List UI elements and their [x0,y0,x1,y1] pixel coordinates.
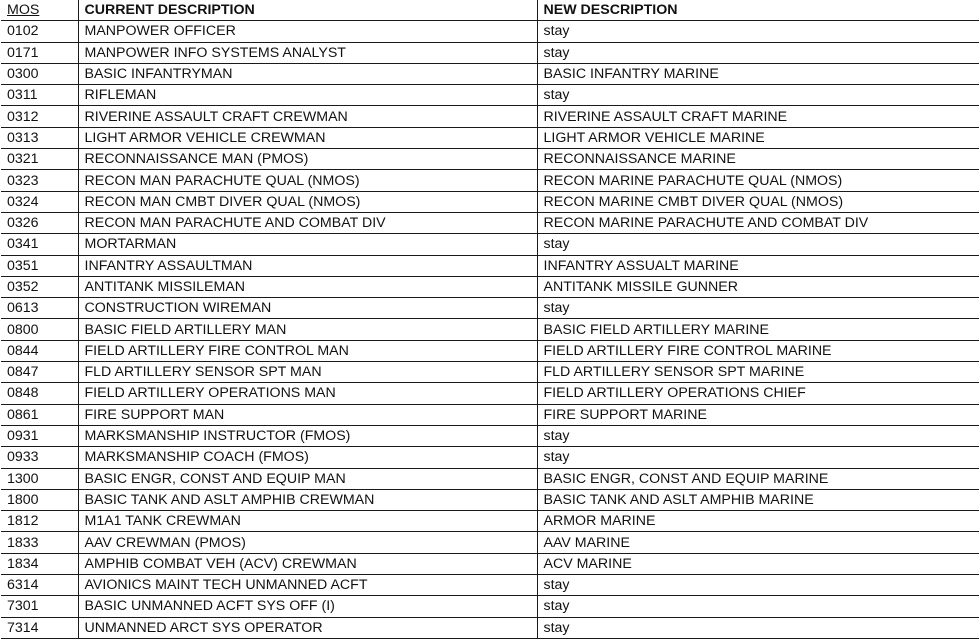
new-description-cell: FIELD ARTILLERY OPERATIONS CHIEF [537,383,979,404]
table-row [1,553,979,574]
new-description-cell: ANTITANK MISSILE GUNNER [537,276,979,297]
current-description-cell: MANPOWER OFFICER [78,21,537,42]
current-description-cell: RIVERINE ASSAULT CRAFT CREWMAN [78,106,537,127]
table-row [1,212,979,233]
table-row [1,21,979,42]
current-description-cell: BASIC TANK AND ASLT AMPHIB CREWMAN [78,489,537,510]
header-mos: MOS [1,0,78,21]
mos-cell: 1800 [1,489,78,510]
mos-cell: 0171 [1,42,78,63]
current-description-cell: CONSTRUCTION WIREMAN [78,298,537,319]
mos-cell: 0326 [1,212,78,233]
new-description-cell: ARMOR MARINE [537,511,979,532]
new-description-cell: AAV MARINE [537,532,979,553]
table-row [1,191,979,212]
table-row [1,106,979,127]
new-description-cell: stay [537,575,979,596]
new-description-cell: stay [537,42,979,63]
mos-cell: 6314 [1,575,78,596]
table-row [1,63,979,84]
mos-cell: 0313 [1,127,78,148]
current-description-cell: FIELD ARTILLERY FIRE CONTROL MAN [78,340,537,361]
current-description-cell: AVIONICS MAINT TECH UNMANNED ACFT [78,575,537,596]
table-row [1,362,979,383]
mos-description-table [1,0,979,639]
new-description-cell: BASIC INFANTRY MARINE [537,63,979,84]
mos-cell: 0800 [1,319,78,340]
table-row [1,383,979,404]
new-description-cell: INFANTRY ASSUALT MARINE [537,255,979,276]
new-description-cell: stay [537,617,979,638]
mos-cell: 0102 [1,21,78,42]
current-description-cell: RECONNAISSANCE MAN (PMOS) [78,149,537,170]
current-description-cell: LIGHT ARMOR VEHICLE CREWMAN [78,127,537,148]
table-row [1,511,979,532]
current-description-cell: UNMANNED ARCT SYS OPERATOR [78,617,537,638]
header-new-description: NEW DESCRIPTION [537,0,979,21]
header-current-description: CURRENT DESCRIPTION [78,0,537,21]
mos-cell: 0312 [1,106,78,127]
mos-cell: 1833 [1,532,78,553]
current-description-cell: MANPOWER INFO SYSTEMS ANALYST [78,42,537,63]
table-row [1,596,979,617]
new-description-cell: BASIC ENGR, CONST AND EQUIP MARINE [537,468,979,489]
table-row [1,170,979,191]
mos-cell: 1834 [1,553,78,574]
new-description-cell: RECON MARINE PARACHUTE AND COMBAT DIV [537,212,979,233]
current-description-cell: MARKSMANSHIP INSTRUCTOR (FMOS) [78,425,537,446]
new-description-cell: stay [537,425,979,446]
new-description-cell: stay [537,21,979,42]
current-description-cell: M1A1 TANK CREWMAN [78,511,537,532]
mos-cell: 7301 [1,596,78,617]
current-description-cell: FIRE SUPPORT MAN [78,404,537,425]
table-row [1,532,979,553]
current-description-cell: BASIC UNMANNED ACFT SYS OFF (I) [78,596,537,617]
mos-cell: 1300 [1,468,78,489]
new-description-cell: RECON MARINE PARACHUTE QUAL (NMOS) [537,170,979,191]
current-description-cell: FLD ARTILLERY SENSOR SPT MAN [78,362,537,383]
table-row [1,149,979,170]
current-description-cell: AAV CREWMAN (PMOS) [78,532,537,553]
current-description-cell: BASIC ENGR, CONST AND EQUIP MAN [78,468,537,489]
table-row [1,425,979,446]
mos-cell: 0861 [1,404,78,425]
new-description-cell: RECONNAISSANCE MARINE [537,149,979,170]
new-description-cell: BASIC FIELD ARTILLERY MARINE [537,319,979,340]
mos-cell: 0352 [1,276,78,297]
table-row [1,447,979,468]
mos-cell: 0321 [1,149,78,170]
current-description-cell: RECON MAN CMBT DIVER QUAL (NMOS) [78,191,537,212]
mos-cell: 1812 [1,511,78,532]
current-description-cell: BASIC FIELD ARTILLERY MAN [78,319,537,340]
table-row [1,575,979,596]
current-description-cell: MARKSMANSHIP COACH (FMOS) [78,447,537,468]
table-row [1,42,979,63]
mos-cell: 0300 [1,63,78,84]
table-row [1,617,979,638]
table-row [1,276,979,297]
table-row [1,404,979,425]
new-description-cell: FLD ARTILLERY SENSOR SPT MARINE [537,362,979,383]
mos-cell: 0613 [1,298,78,319]
table-row [1,234,979,255]
table-row [1,319,979,340]
mos-cell: 0931 [1,425,78,446]
current-description-cell: FIELD ARTILLERY OPERATIONS MAN [78,383,537,404]
mos-cell: 0844 [1,340,78,361]
table-row [1,255,979,276]
new-description-cell: stay [537,298,979,319]
new-description-cell: FIELD ARTILLERY FIRE CONTROL MARINE [537,340,979,361]
current-description-cell: MORTARMAN [78,234,537,255]
mos-cell: 0311 [1,85,78,106]
table-row [1,85,979,106]
mos-cell: 7314 [1,617,78,638]
new-description-cell: LIGHT ARMOR VEHICLE MARINE [537,127,979,148]
table-row [1,298,979,319]
current-description-cell: AMPHIB COMBAT VEH (ACV) CREWMAN [78,553,537,574]
table-row [1,468,979,489]
new-description-cell: stay [537,447,979,468]
new-description-cell: stay [537,596,979,617]
mos-cell: 0323 [1,170,78,191]
table-body [1,21,979,639]
mos-cell: 0847 [1,362,78,383]
current-description-cell: ANTITANK MISSILEMAN [78,276,537,297]
current-description-cell: BASIC INFANTRYMAN [78,63,537,84]
mos-cell: 0324 [1,191,78,212]
new-description-cell: stay [537,85,979,106]
table-row [1,489,979,510]
new-description-cell: ACV MARINE [537,553,979,574]
new-description-cell: BASIC TANK AND ASLT AMPHIB MARINE [537,489,979,510]
current-description-cell: INFANTRY ASSAULTMAN [78,255,537,276]
current-description-cell: RECON MAN PARACHUTE AND COMBAT DIV [78,212,537,233]
mos-cell: 0341 [1,234,78,255]
mos-cell: 0848 [1,383,78,404]
current-description-cell: RECON MAN PARACHUTE QUAL (NMOS) [78,170,537,191]
new-description-cell: stay [537,234,979,255]
new-description-cell: RIVERINE ASSAULT CRAFT MARINE [537,106,979,127]
table-row [1,340,979,361]
new-description-cell: FIRE SUPPORT MARINE [537,404,979,425]
mos-cell: 0933 [1,447,78,468]
header-row [1,0,979,21]
mos-cell: 0351 [1,255,78,276]
new-description-cell: RECON MARINE CMBT DIVER QUAL (NMOS) [537,191,979,212]
current-description-cell: RIFLEMAN [78,85,537,106]
table-row [1,127,979,148]
